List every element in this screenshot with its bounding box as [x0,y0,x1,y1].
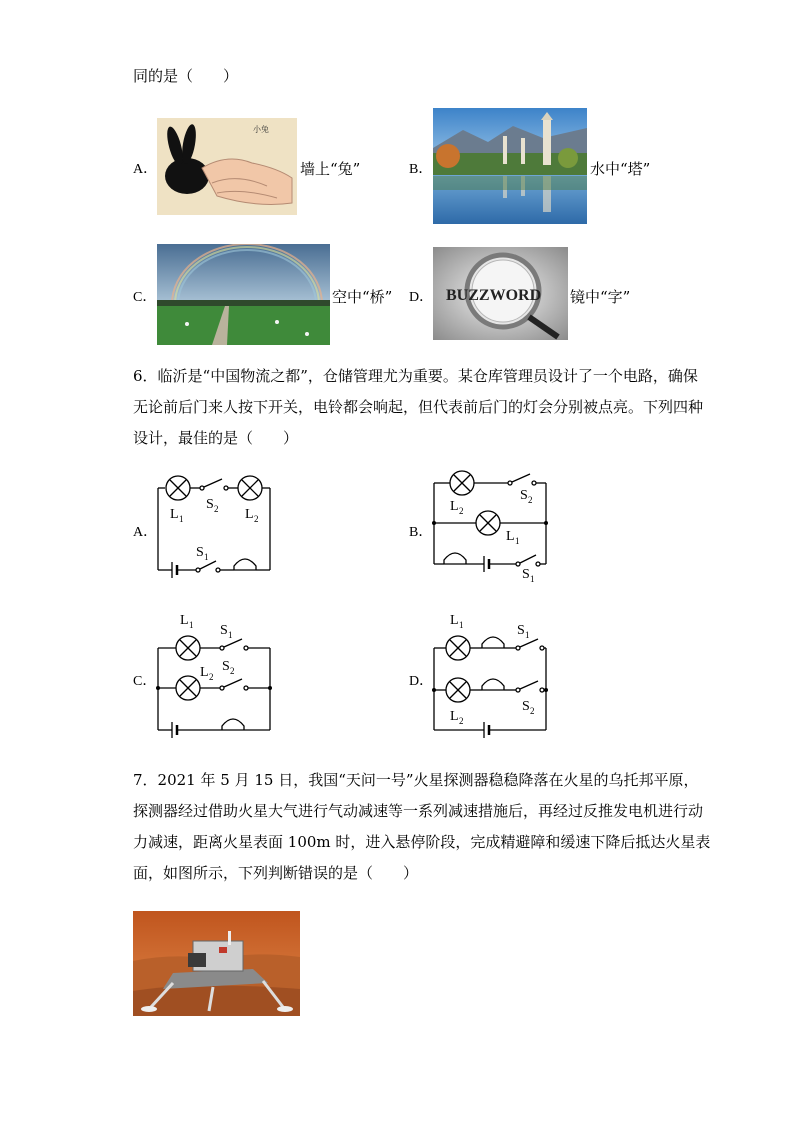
q5-option-b-caption: 水中“塔” [590,160,651,178]
label-d-s1: S [517,623,525,638]
q6-option-a-letter: A． [133,525,158,540]
label-d-s1-sub: 1 [525,630,530,640]
q6-option-d-letter: D． [409,674,434,689]
label-d-s2: S [522,699,530,714]
rainbow-field-image [157,244,330,345]
circuit-diagram-d [426,608,556,744]
label-b-s1: S [522,567,530,582]
label-b-s2: S [520,488,528,503]
label-c-l1-sub: 1 [189,620,194,630]
label-b-l2-sub: 2 [459,506,464,516]
circuit-diagram-a [150,470,280,582]
label-d-l1: L [450,613,459,628]
q6-option-b-letter: B． [409,525,433,540]
q7-line-4: 面，如图所示，下列判断错误的是（ ） [133,864,419,882]
buzzword-image-text: BUZZWORD [446,287,542,304]
label-c-s1: S [220,623,228,638]
rabbit-image-text: 小兔 [253,125,269,134]
magnifier-buzzword-image [433,247,568,340]
label-b-l1-sub: 1 [515,536,520,546]
label-s1: S [196,545,204,560]
q7-line-2: 探测器经过借助火星大气进行气动减速等一系列减速措施后，再经过反推发电机进行动 [133,802,704,820]
circuit-diagram-b [426,466,556,586]
label-c-s2-sub: 2 [230,666,235,676]
q5-option-d-caption: 镜中“字” [570,288,631,306]
label-l1: L [170,507,179,522]
label-s1-sub: 1 [204,552,209,562]
label-l2: L [245,507,254,522]
label-d-l1-sub: 1 [459,620,464,630]
q5-option-c-letter: C． [133,290,157,305]
q5-tail-text: 同的是（ ） [133,67,239,85]
label-b-l1: L [506,529,515,544]
label-s2: S [206,497,214,512]
label-c-l1: L [180,613,189,628]
label-c-l2-sub: 2 [209,672,214,682]
circuit-diagram-c [150,608,280,744]
label-c-s2: S [222,659,230,674]
pagoda-reflection-image [433,108,587,224]
q7-line-3: 力减速，距离火星表面 100m 时，进入悬停阶段，完成精避障和缓速下降后抵达火星表 [133,833,711,851]
label-c-l2: L [200,665,209,680]
label-b-s1-sub: 1 [530,574,535,584]
label-b-s2-sub: 2 [528,495,533,505]
q5-option-d-letter: D． [409,290,434,305]
label-s2-sub: 2 [214,504,219,514]
q6-line-1: 6．临沂是“中国物流之都”，仓储管理尤为重要。某仓库管理员设计了一个电路，确保 [133,367,698,385]
q6-option-c-letter: C． [133,674,157,689]
q6-line-2: 无论前后门来人按下开关，电铃都会响起，但代表前后门的灯会分别被点亮。下列四种 [133,398,704,416]
q6-line-3: 设计，最佳的是（ ） [133,429,299,447]
label-b-l2: L [450,499,459,514]
label-d-l2-sub: 2 [459,716,464,726]
q5-option-a-caption: 墙上“兔” [300,160,361,178]
label-l2-sub: 2 [254,514,259,524]
hand-shadow-rabbit-image [157,118,297,215]
q7-line-1: 7．2021 年 5 月 15 日，我国“天问一号”火星探测器稳稳降落在火星的乌托邦平原， [133,771,699,789]
label-d-l2: L [450,709,459,724]
q5-option-c-caption: 空中“桥” [332,288,393,306]
q5-option-b-letter: B． [409,162,433,177]
mars-lander-image [133,911,300,1016]
label-c-s1-sub: 1 [228,630,233,640]
label-l1-sub: 1 [179,514,184,524]
q5-option-a-letter: A． [133,162,158,177]
label-d-s2-sub: 2 [530,706,535,716]
